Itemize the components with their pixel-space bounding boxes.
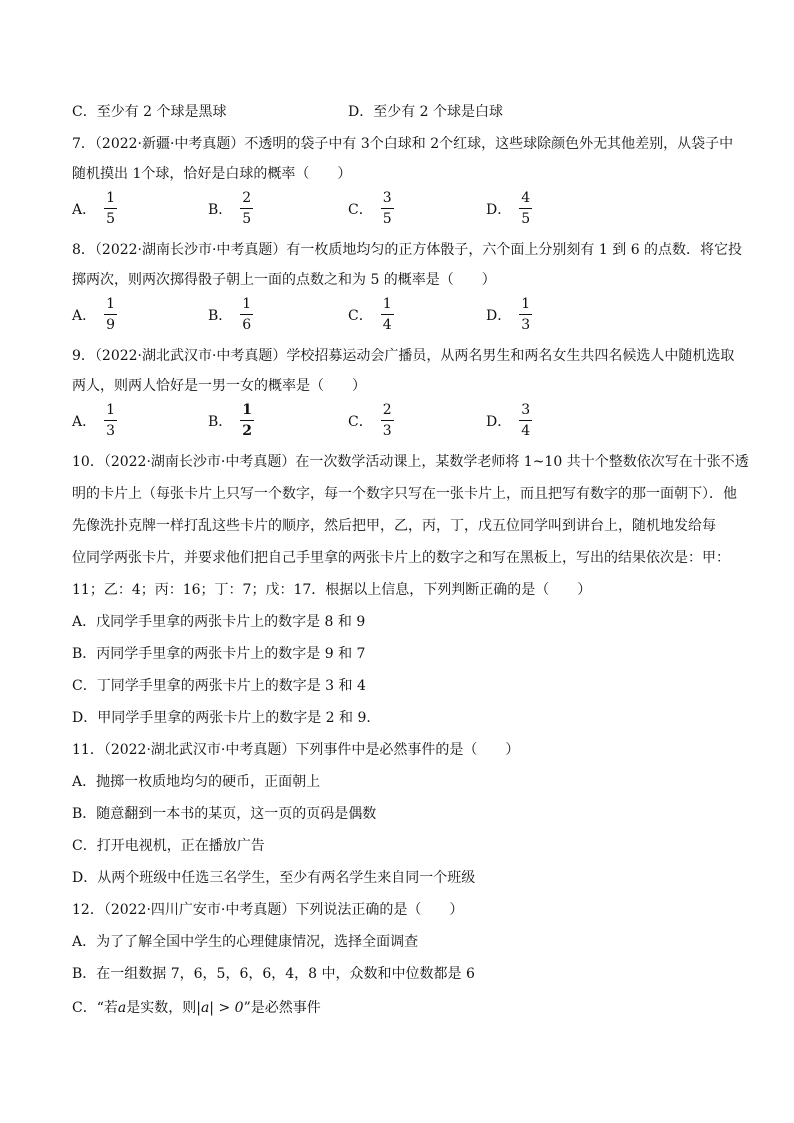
q7-option-a: A． $\frac{1}{5}$ — [72, 190, 116, 227]
q9-option-b: B． $\frac{1}{2}$ — [208, 402, 253, 439]
fraction: $\frac{2}{5}$ — [242, 190, 252, 227]
fraction: $\frac{1}{9}$ — [106, 296, 116, 333]
q7-option-d: D． $\frac{4}{5}$ — [486, 190, 531, 227]
q6-option-d: D．至少有 2 个球是白球 — [348, 104, 504, 120]
q9-option-a: A． $\frac{1}{3}$ — [72, 402, 116, 439]
fraction: $\frac{1}{6}$ — [242, 296, 252, 333]
q7-option-c: C． $\frac{3}{5}$ — [348, 190, 392, 227]
q10-option-a: A．戊同学手里拿的两张卡片上的数字是 8 和 9 — [72, 614, 366, 630]
fraction: $\frac{1}{4}$ — [382, 296, 392, 333]
q12-stem-line1: 12．（2022·四川广安市·中考真题）下列说法正确的是（ ） — [72, 902, 464, 918]
q10-stem-line1: 10．（2022·湖南长沙市·中考真题）在一次数学活动课上，某数学老师将 1~10 共十个整数依次写在十张不透 — [72, 454, 749, 470]
fraction: $\frac{1}{5}$ — [106, 190, 116, 227]
q12-option-b: B．在一组数据 7，6，5，6，6，4，8 中，众数和中位数都是 6 — [72, 966, 475, 982]
q11-option-a: A．抛掷一枚质地均匀的硬币，正面朝上 — [72, 774, 321, 790]
q9-option-c: C． $\frac{2}{3}$ — [348, 402, 392, 439]
fraction: $\frac{2}{3}$ — [382, 402, 392, 439]
q9-option-d: D． $\frac{3}{4}$ — [486, 402, 531, 439]
q11-stem-line1: 11．（2022·湖北武汉市·中考真题）下列事件中是必然事件的是（ ） — [72, 742, 520, 758]
q10-stem-line4: 位同学两张卡片，并要求他们把自己手里拿的两张卡片上的数字之和写在黑板上，写出的结果依次是：甲： — [72, 550, 730, 566]
q12-option-a: A．为了了解全国中学生的心理健康情况，选择全面调查 — [72, 934, 419, 950]
q7-option-b: B． $\frac{2}{5}$ — [208, 190, 252, 227]
fraction: $\frac{1}{2}$ — [242, 402, 253, 439]
q10-option-c: C．丁同学手里拿的两张卡片上的数字是 3 和 4 — [72, 678, 366, 694]
q10-stem-line5: 11；乙：4；丙：16；丁：7；戊：17．根据以上信息，下列判断正确的是（ ） — [72, 582, 592, 598]
q10-option-b: B．丙同学手里拿的两张卡片上的数字是 9 和 7 — [72, 646, 366, 662]
q12-option-c: C．“若a是实数，则|a| > 0”是必然事件 — [72, 1000, 321, 1016]
q9-stem-line1: 9．（2022·湖北武汉市·中考真题）学校招募运动会广播员，从两名男生和两名女生共四名候选人中随机选取 — [72, 348, 735, 364]
q8-stem-line2: 掷两次，则两次掷得骰子朝上一面的点数之和为 5 的概率是（ ） — [72, 272, 496, 288]
fraction: $\frac{3}{4}$ — [521, 402, 531, 439]
fraction: $\frac{1}{3}$ — [106, 402, 116, 439]
q11-option-b: B．随意翻到一本书的某页，这一页的页码是偶数 — [72, 806, 377, 822]
q8-option-d: D． $\frac{1}{3}$ — [486, 296, 531, 333]
fraction: $\frac{1}{3}$ — [521, 296, 531, 333]
q8-option-c: C． $\frac{1}{4}$ — [348, 296, 392, 333]
q8-option-a: A． $\frac{1}{9}$ — [72, 296, 116, 333]
q7-stem-line2: 随机摸出 1个球，恰好是白球的概率（ ） — [72, 166, 352, 182]
fraction: $\frac{4}{5}$ — [521, 190, 531, 227]
q8-option-b: B． $\frac{1}{6}$ — [208, 296, 252, 333]
abs-expression: |a| > 0 — [196, 1000, 244, 1016]
q10-option-d: D．甲同学手里拿的两张卡片上的数字是 2 和 9． — [72, 710, 381, 726]
q6-option-c: C．至少有 2 个球是黑球 — [72, 104, 227, 120]
q10-stem-line2: 明的卡片上（每张卡片上只写一个数字，每一个数字只写在一张卡片上，而且把写有数字的那一面朝下）．他 — [72, 486, 737, 502]
q9-stem-line2: 两人，则两人恰好是一男一女的概率是（ ） — [72, 378, 366, 394]
q11-option-c: C．打开电视机，正在播放广告 — [72, 838, 265, 854]
q10-stem-line3: 先像洗扑克牌一样打乱这些卡片的顺序，然后把甲，乙，丙，丁，戊五位同学叫到讲台上，随机地发给每 — [72, 518, 716, 534]
q7-stem-line1: 7．（2022·新疆·中考真题）不透明的袋子中有 3个白球和 2个红球，这些球除颜色外无其他差别，从袋子中 — [72, 136, 734, 152]
variable-a: a — [117, 1000, 127, 1016]
q11-option-d: D．从两个班级中任选三名学生，至少有两名学生来自同一个班级 — [72, 870, 476, 886]
fraction: $\frac{3}{5}$ — [382, 190, 392, 227]
q8-stem-line1: 8．（2022·湖南长沙市·中考真题）有一枚质地均匀的正方体骰子，六个面上分别刻有 1 到 6 的点数．将它投 — [72, 242, 743, 258]
